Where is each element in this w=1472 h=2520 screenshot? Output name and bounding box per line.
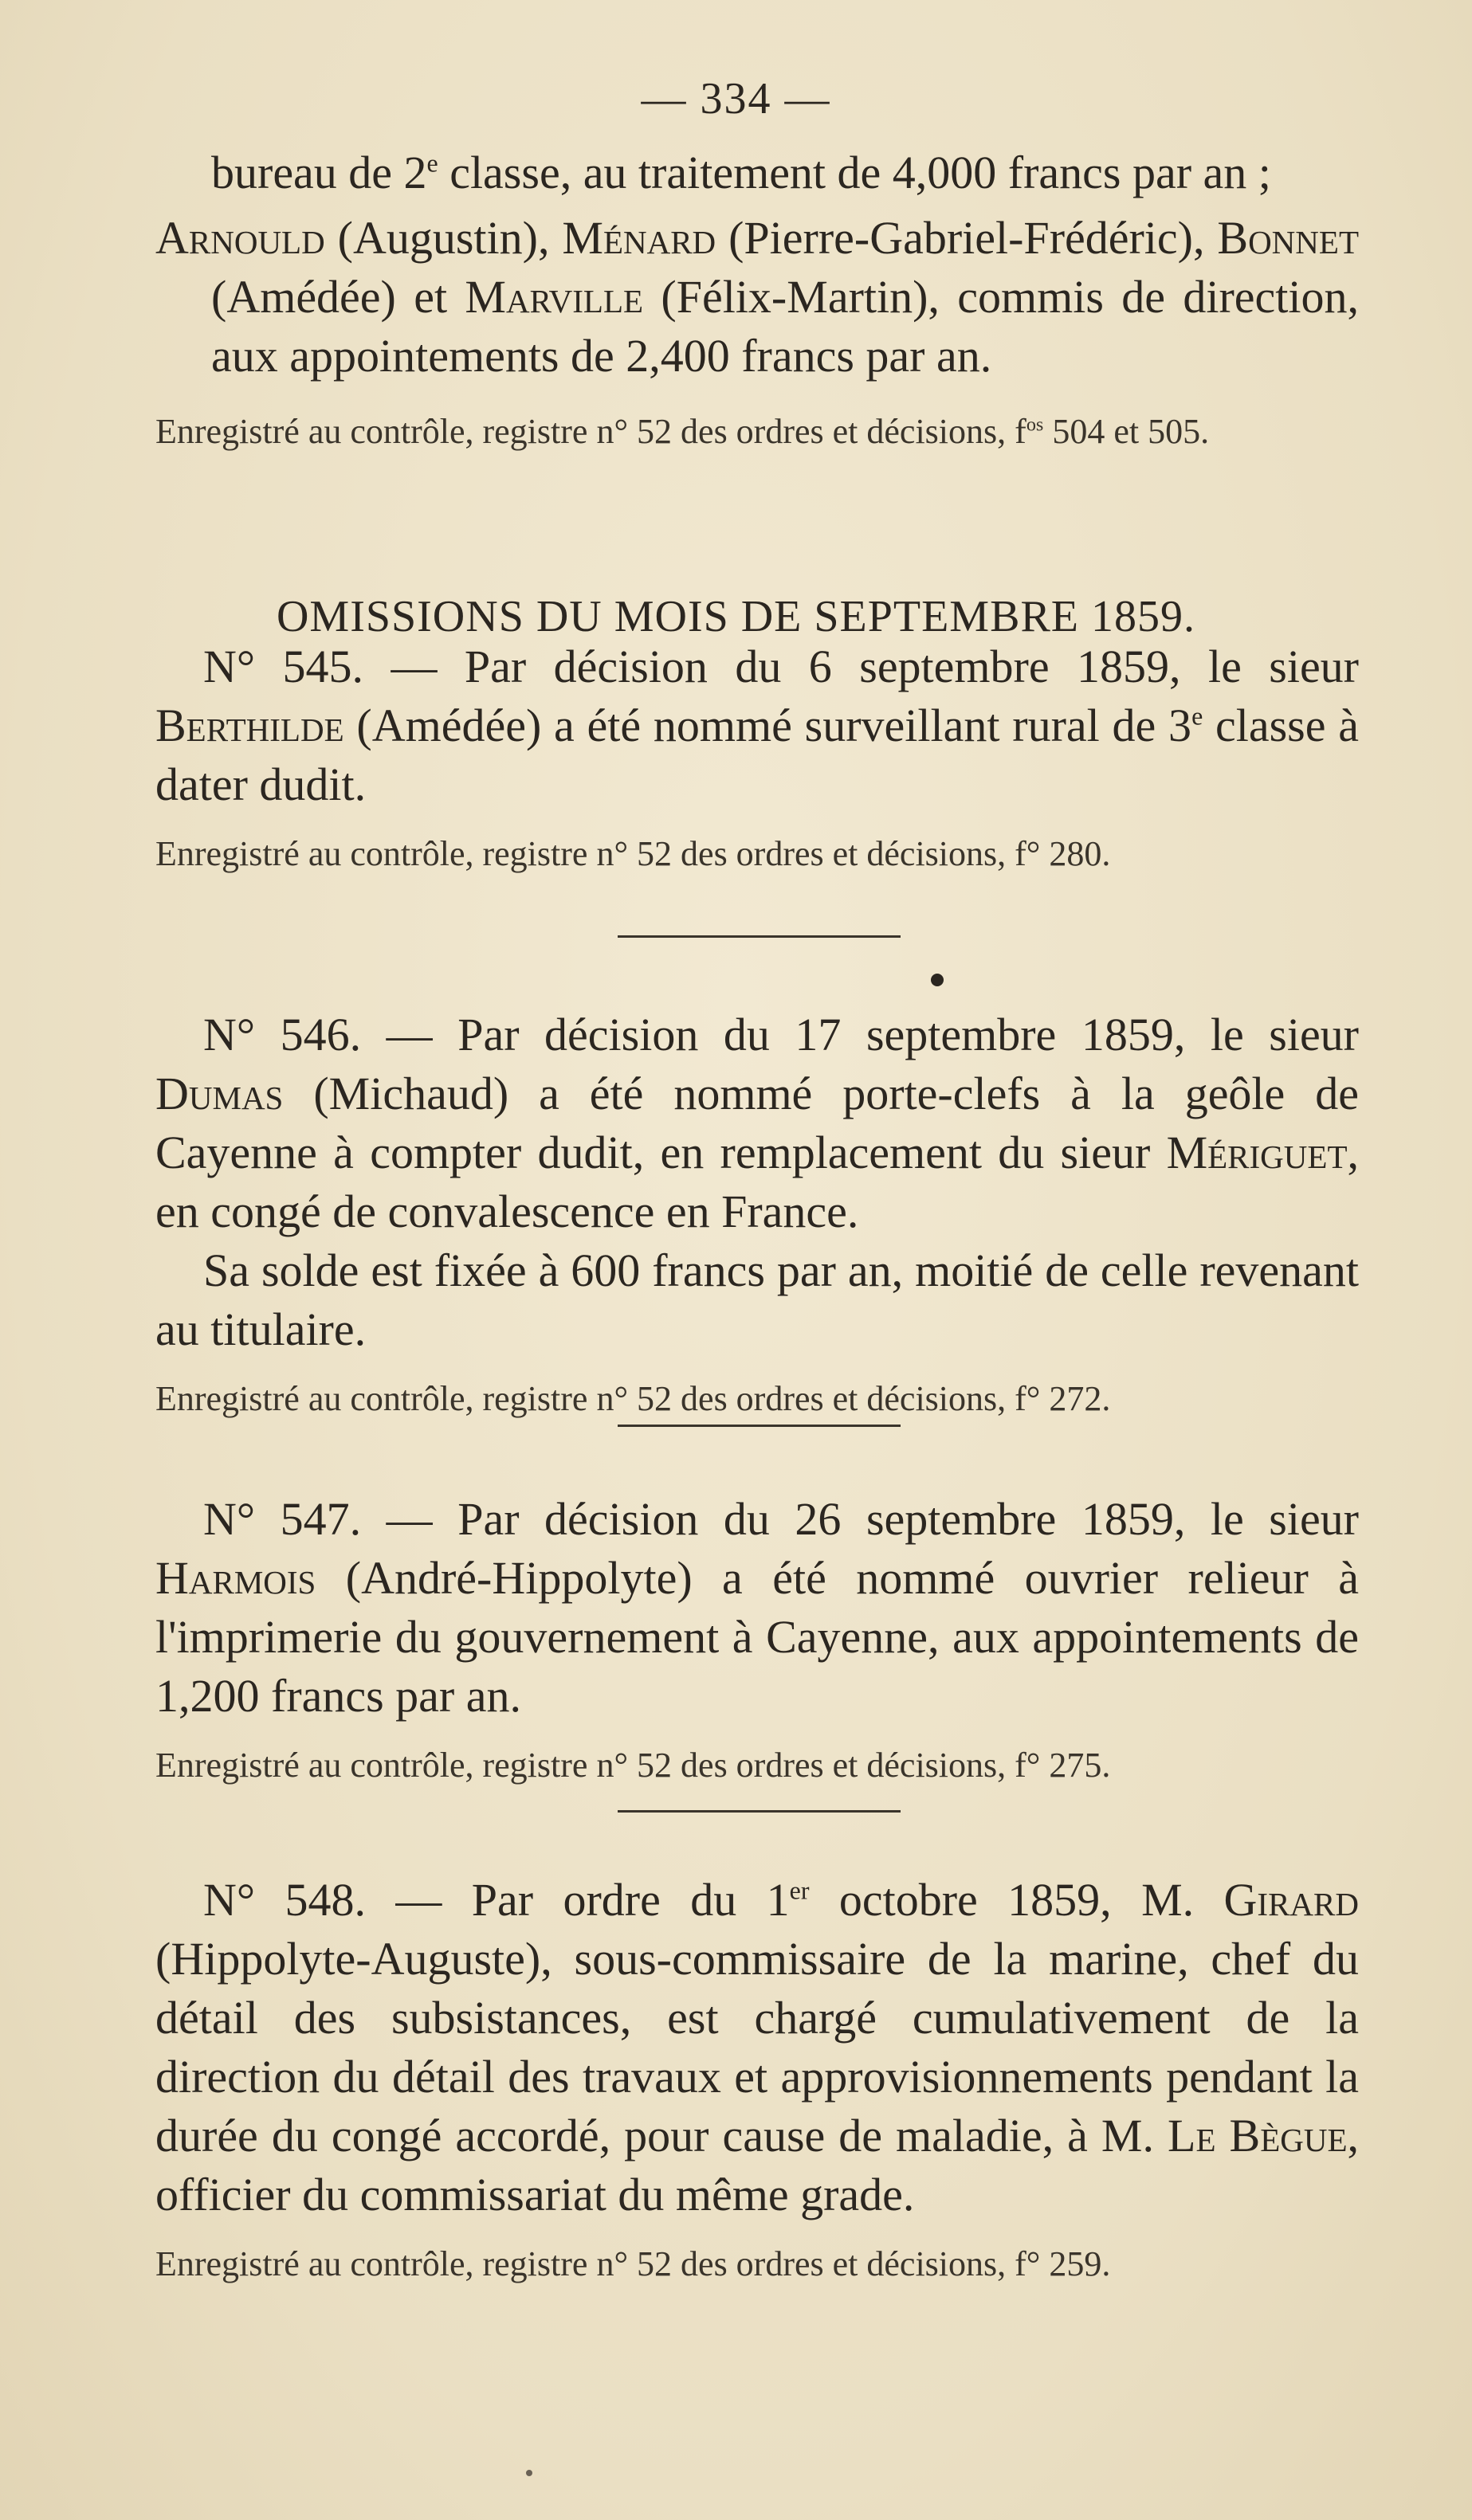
separator-rule bbox=[618, 1425, 901, 1427]
registration-note: Enregistré au contrôle, registre n° 52 des ordres et décisions, f° 280. bbox=[155, 834, 1111, 873]
entry-548 bbox=[155, 1871, 1359, 2287]
registration-note: Enregistré au contrôle, registre n° 52 des ordres et décisions, f° 259. bbox=[155, 2244, 1111, 2283]
top-block bbox=[155, 143, 1359, 454]
entry-545 bbox=[155, 637, 1359, 876]
page-number: — 334 — bbox=[641, 74, 831, 123]
ink-dot bbox=[931, 974, 944, 986]
continuation-paragraph: bureau de 2e classe, au traitement de 4,000 francs par an ; bbox=[211, 147, 1271, 198]
registration-note: Enregistré au contrôle, registre n° 52 des ordres et décisions, f° 272. bbox=[155, 1379, 1111, 1418]
entry-text: N° 548. — Par ordre du 1er octobre 1859, M. Girard (Hippolyte-Auguste), sous-commissaire de la marine, chef du détail des subsistances, est chargé cumulativement de la direction du détail des travaux et approvisionnements pendant la durée du congé accordé, pour cause de maladie, à M. Le Bègue, officier du commissariat du même grade. bbox=[155, 1874, 1359, 2220]
entry-547 bbox=[155, 1490, 1359, 1788]
separator-rule bbox=[618, 935, 901, 938]
entry-text-2: Sa solde est fixée à 600 francs par an, moitié de celle revenant au titulaire. bbox=[155, 1244, 1359, 1355]
entry-546 bbox=[155, 1005, 1359, 1421]
commis-paragraph: Arnould (Augustin), Ménard (Pierre-Gabriel-Frédéric), Bonnet (Amédée) et Marville (Félix-Martin), commis de direction, aux appointements de 2,400 francs par an. bbox=[155, 212, 1359, 382]
ink-speck bbox=[526, 2470, 532, 2476]
separator-rule bbox=[618, 1810, 901, 1813]
entry-text: N° 545. — Par décision du 6 septembre 1859, le sieur Berthilde (Amédée) a été nommé surveillant rural de 3e classe à dater dudit. bbox=[155, 641, 1359, 810]
entry-text: N° 546. — Par décision du 17 septembre 1859, le sieur Dumas (Michaud) a été nommé porte-clefs à la geôle de Cayenne à compter dudit, en remplacement du sieur Mériguet, en congé de convalescence en France. bbox=[155, 1009, 1359, 1237]
registration-note: Enregistré au contrôle, registre n° 52 des ordres et décisions, $f^{os}$ 504 et 505. bbox=[155, 412, 1210, 451]
section-title: OMISSIONS DU MOIS DE SEPTEMBRE 1859. bbox=[276, 592, 1196, 641]
entry-text: N° 547. — Par décision du 26 septembre 1859, le sieur Harmois (André-Hippolyte) a été nommé ouvrier relieur à l'imprimerie du gouvernement à Cayenne, aux appointements de 1,200 francs par an. bbox=[155, 1493, 1359, 1722]
registration-note: Enregistré au contrôle, registre n° 52 des ordres et décisions, f° 275. bbox=[155, 1746, 1111, 1785]
